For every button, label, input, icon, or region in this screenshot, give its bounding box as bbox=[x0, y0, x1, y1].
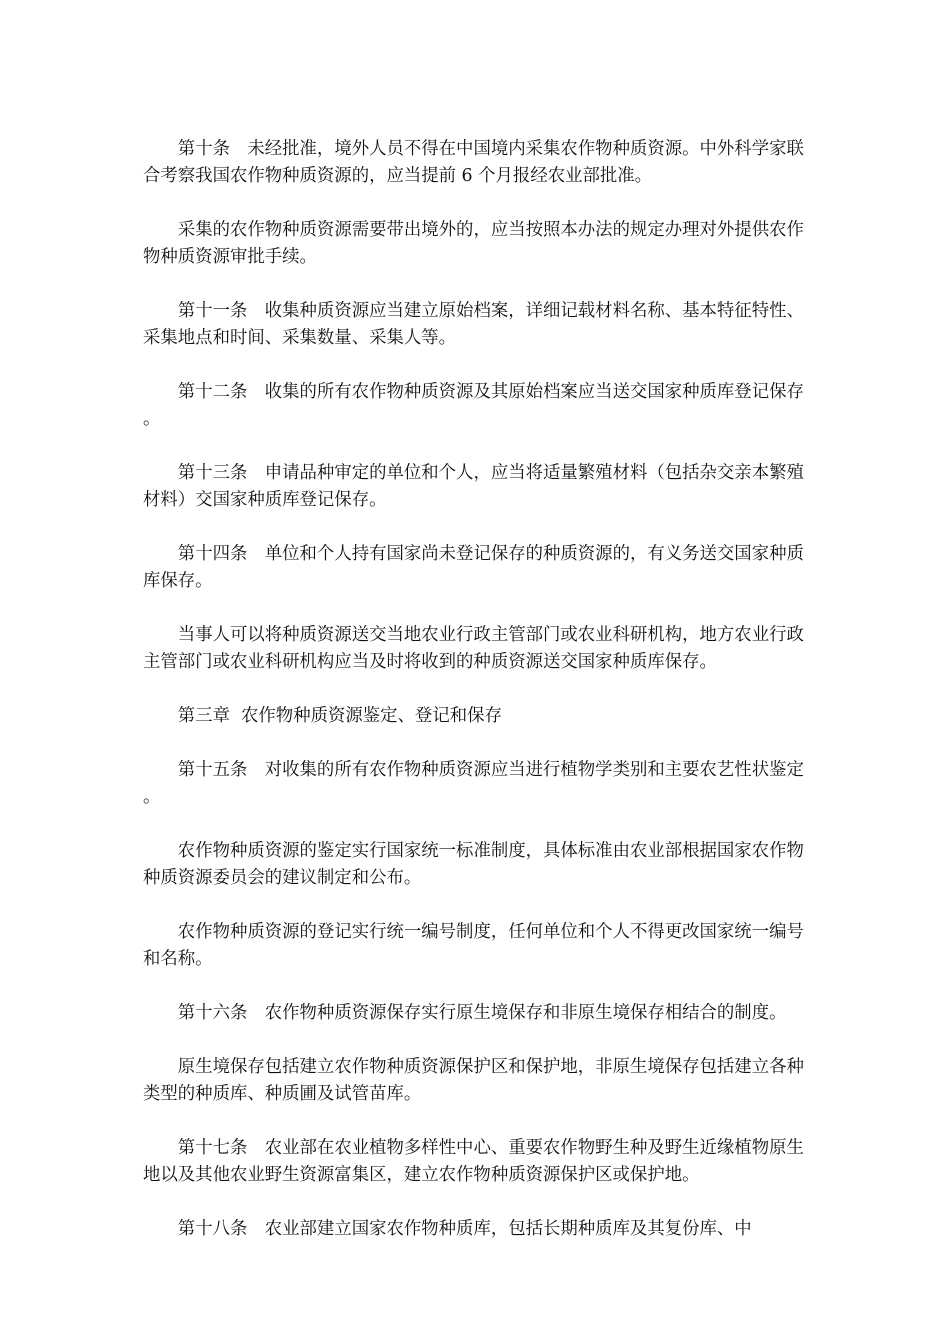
article-14-submission-paragraph: 当事人可以将种质资源送交当地农业行政主管部门或农业科研机构，地方农业行政主管部门或农业科研机构应当及时将收到的种质资源送交国家种质库保存。 bbox=[143, 625, 804, 672]
article-13-paragraph: 第十三条 申请品种审定的单位和个人，应当将适量繁殖材料（包括杂交亲本繁殖材料）交国家种质库登记保存。 bbox=[143, 463, 804, 510]
identification-standard-paragraph: 农作物种质资源的鉴定实行国家统一标准制度，具体标准由农业部根据国家农作物种质资源委员会的建议制定和公布。 bbox=[143, 841, 804, 888]
article-14-paragraph: 第十四条 单位和个人持有国家尚未登记保存的种质资源的，有义务送交国家种质库保存。 bbox=[143, 544, 804, 591]
article-15-paragraph: 第十五条 对收集的所有农作物种质资源应当进行植物学类别和主要农艺性状鉴定。 bbox=[143, 760, 804, 807]
article-17-paragraph: 第十七条 农业部在农业植物多样性中心、重要农作物野生种及野生近缘植物原生地以及其他农业野生资源富集区，建立农作物种质资源保护区或保护地。 bbox=[143, 1138, 804, 1185]
in-situ-conservation-paragraph: 原生境保存包括建立农作物种质资源保护区和保护地，非原生境保存包括建立各种类型的种质库、种质圃及试管苗库。 bbox=[143, 1057, 804, 1104]
article-12-paragraph: 第十二条 收集的所有农作物种质资源及其原始档案应当送交国家种质库登记保存。 bbox=[143, 382, 804, 429]
article-16-paragraph: 第十六条 农作物种质资源保存实行原生境保存和非原生境保存相结合的制度。 bbox=[177, 1003, 787, 1023]
registration-numbering-paragraph: 农作物种质资源的登记实行统一编号制度，任何单位和个人不得更改国家统一编号和名称。 bbox=[143, 922, 804, 969]
article-11-paragraph: 第十一条 收集种质资源应当建立原始档案，详细记载材料名称、基本特征特性、采集地点和时间、采集数量、采集人等。 bbox=[143, 301, 804, 348]
article-10-paragraph: 第十条 未经批准，境外人员不得在中国境内采集农作物种质资源。中外科学家联合考察我国农作物种质资源的，应当提前 6 个月报经农业部批准。 bbox=[143, 139, 804, 186]
chapter-3-heading: 第三章 农作物种质资源鉴定、登记和保存 bbox=[177, 706, 502, 726]
article-10-export-paragraph: 采集的农作物种质资源需要带出境外的，应当按照本办法的规定办理对外提供农作物种质资源审批手续。 bbox=[143, 220, 804, 267]
document-body bbox=[143, 136, 809, 1243]
article-18-paragraph: 第十八条 农业部建立国家农作物种质库，包括长期种质库及其复份库、中 bbox=[177, 1219, 752, 1239]
